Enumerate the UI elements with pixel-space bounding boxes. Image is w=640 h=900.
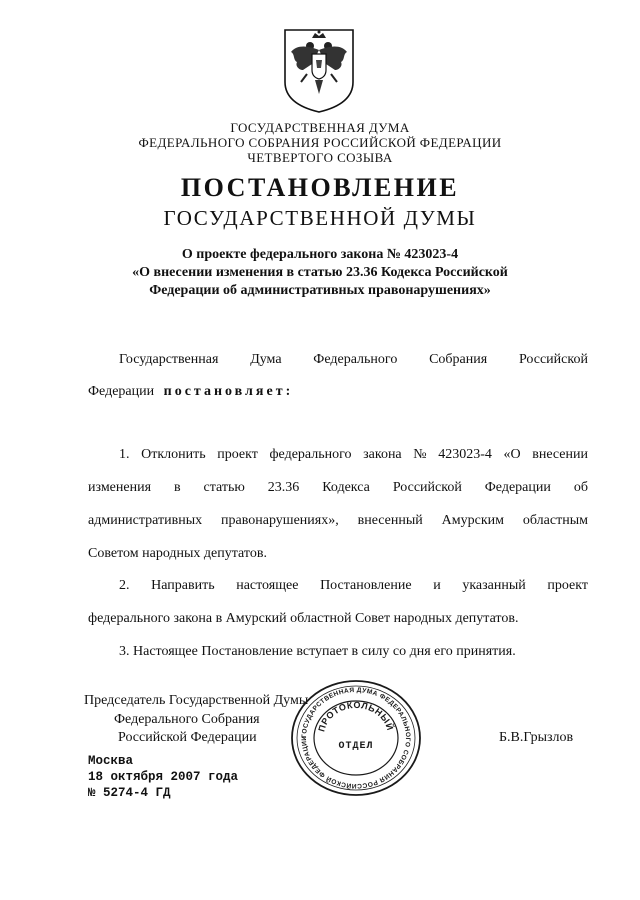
signatory-name: Б.В.Грызлов — [499, 730, 574, 745]
item-1-line-1 — [119, 446, 588, 464]
header-line-3: ЧЕТВЕРТОГО СОЗЫВА — [247, 150, 393, 165]
word: изменения — [88, 480, 152, 495]
word: № — [413, 447, 427, 462]
word: указанный — [462, 578, 526, 593]
word: 2. — [119, 578, 130, 593]
word: проект — [217, 447, 258, 462]
word: Направить — [151, 578, 215, 593]
stamp-ring-text: ГОСУДАРСТВЕННАЯ ДУМА ФЕДЕРАЛЬНОГО СОБРАНИЯ РОССИЙСКОЙ ФЕДЕРАЦИИ — [300, 686, 412, 790]
word: 423023-4 — [438, 447, 492, 462]
word: об — [573, 480, 588, 495]
svg-text:ПРОТОКОЛЬНЫЙ — [316, 700, 396, 733]
subject-line-2: «О внесении изменения в статью 23.36 Кодекса Российской — [132, 265, 508, 280]
word: Федерации — [484, 480, 551, 495]
word: и — [433, 578, 441, 593]
word: правонарушениях», — [221, 513, 339, 528]
document-subtitle: ГОСУДАРСТВЕННОЙ ДУМЫ — [163, 206, 477, 230]
word: административных — [88, 513, 203, 528]
item-2-line-2: федерального закона в Амурский областной Совет народных депутатов. — [88, 611, 519, 626]
signatory-title-line-2: Федерального Собрания — [114, 712, 260, 727]
signatory-title-line-1: Председатель Государственной Думы — [84, 693, 309, 708]
preamble-decides-word: постановляет: — [163, 384, 294, 399]
word: Отклонить — [141, 447, 206, 462]
word: федерального — [269, 447, 352, 462]
word: закона — [363, 447, 402, 462]
word: Амурским — [441, 513, 504, 528]
footer-city: Москва — [88, 754, 134, 768]
item-3: 3. Настоящее Постановление вступает в силу со дня его принятия. — [119, 644, 516, 659]
word: в — [173, 480, 181, 495]
word: Постановление — [320, 578, 412, 593]
header-line-1: ГОСУДАРСТВЕННАЯ ДУМА — [230, 120, 410, 135]
preamble-federation-word: Федерации — [88, 384, 155, 399]
word: областным — [522, 513, 588, 528]
word: Дума — [250, 352, 282, 367]
item-1-line-3 — [88, 512, 588, 530]
document-type: ПОСТАНОВЛЕНИЕ — [180, 173, 460, 202]
word: Собрания — [429, 352, 488, 367]
signatory-title-line-3: Российской Федерации — [118, 730, 257, 745]
word: Кодекса — [322, 480, 370, 495]
word: Государственная — [119, 352, 219, 367]
word: проект — [547, 578, 588, 593]
item-1-line-4: Советом народных депутатов. — [88, 546, 267, 561]
stamp-inner-text: ПРОТОКОЛЬНЫЙ — [316, 699, 396, 733]
word: Российской — [392, 480, 462, 495]
item-1-line-2 — [88, 479, 588, 497]
stamp-center-text: ОТДЕЛ — [338, 741, 374, 752]
coat-of-arms-emblem — [279, 24, 359, 114]
footer-date: 18 октября 2007 года — [88, 770, 239, 784]
word: настоящее — [236, 578, 299, 593]
official-stamp — [288, 678, 424, 798]
word: внесении — [532, 447, 588, 462]
word: внесенный — [357, 513, 423, 528]
word: Федерального — [313, 352, 398, 367]
subject-line-3: Федерации об административных правонарушениях» — [149, 283, 491, 298]
item-2-line-1 — [119, 577, 588, 595]
footer-number: № 5274-4 ГД — [88, 786, 171, 800]
preamble-line-2 — [88, 383, 293, 401]
word: 23.36 — [267, 480, 300, 495]
subject-line-1: О проекте федерального закона № 423023-4 — [181, 247, 459, 262]
word: Российской — [518, 352, 588, 367]
word: 1. — [119, 447, 130, 462]
preamble-line-1 — [119, 351, 588, 369]
word: «О — [503, 447, 521, 462]
header-line-2: ФЕДЕРАЛЬНОГО СОБРАНИЯ РОССИЙСКОЙ ФЕДЕРАЦИИ — [138, 135, 502, 150]
word: статью — [203, 480, 245, 495]
